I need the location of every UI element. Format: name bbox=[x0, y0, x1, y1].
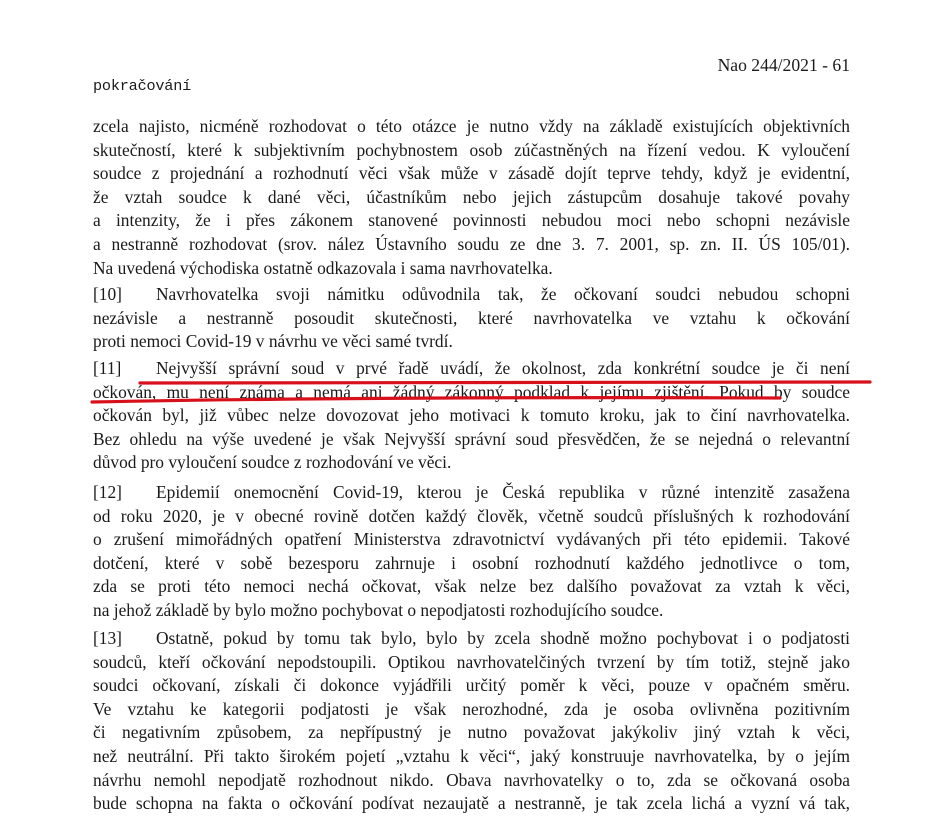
text-line: na jehož základě by bylo možno pochybovat o nepodjatosti rozhodujícího soudce. bbox=[93, 599, 664, 620]
paragraph-11 bbox=[93, 357, 850, 475]
text-line: soudce z projednání a rozhodnutí věci však může v zásadě dojít teprve tehdy, když je evidentní, bbox=[93, 163, 850, 184]
text-line: a intenzity, že i přes zákonem stanovené povinnosti nebudou moci nebo schopni nezávisle bbox=[93, 210, 850, 231]
text-line: důvod pro vyloučení soudce z rozhodování ve věci. bbox=[93, 452, 452, 473]
text-line: skutečností, které k subjektivním pochybnostem osob zúčastněných na řízení vedou. K vyloučení bbox=[93, 139, 850, 160]
text-line: Ve vztahu ke kategorii podjatosti je však nerozhodné, zda je osoba ovlivněna pozitivním bbox=[93, 698, 850, 719]
text-line: či negativním způsobem, za nepřípustný je nutno považovat jakýkoliv jiný vztah k věci, bbox=[93, 722, 850, 743]
text-line: zda se proti této nemoci nechá očkovat, však nelze bez dalšího považovat za vztah k věci, bbox=[93, 576, 850, 597]
text-line: Na uvedená východiska ostatně odkazovala i sama navrhovatelka. bbox=[93, 257, 553, 278]
text-line: že vztah soudce k dané věci, účastníkům nebo jejich zástupcům dosahuje takové povahy bbox=[93, 186, 850, 207]
paragraph-number: [10] bbox=[93, 284, 122, 304]
paragraph-continued bbox=[93, 115, 850, 280]
text-line: Nejvyšší správní soud v prvé řadě uvádí, že okolnost, zda konkrétní soudce je či není bbox=[156, 358, 850, 378]
text-line: Navrhovatelka svoji námitku odůvodnila tak, že očkovaní soudci nebudou schopni bbox=[156, 284, 850, 304]
paragraph-13 bbox=[93, 627, 850, 816]
text-line: nezávisle a nestranně posoudit skutečnosti, které navrhovatelka ve vztahu k očkování bbox=[93, 307, 850, 328]
text-line: Epidemií onemocnění Covid-19, kterou je Česká republika v různé intenzitě zasažena bbox=[156, 482, 850, 502]
text-line: a nestranně rozhodovat (srov. nález Ústavního soudu ze dne 3. 7. 2001, sp. zn. II. ÚS 105/01). bbox=[93, 233, 850, 254]
text-line: proti nemoci Covid-19 v návrhu ve věci samé tvrdí. bbox=[93, 331, 453, 352]
text-line: Bez ohledu na výše uvedené je však Nejvyšší správní soud přesvědčen, že se nejedná o relevantní bbox=[93, 428, 850, 449]
text-line: soudci očkovaní, získali či dokonce vyjádřili určitý poměr k věci, pouze v opačném směru. bbox=[93, 675, 850, 696]
text-line: bude schopna na fakta o očkování podívat nezaujatě a nestranně, je tak zcela lichá a vyzní vá tak, bbox=[93, 793, 850, 814]
continuation-label: pokračování bbox=[93, 77, 192, 95]
paragraph-number: [13] bbox=[93, 628, 122, 648]
text-line: Ostatně, pokud by tomu tak bylo, bylo by zcela shodně možno pochybovat i o podjatosti bbox=[156, 628, 850, 648]
text-line: o zrušení mimořádných opatření Ministerstva zdravotnictví vydávaných při této epidemii. Takové bbox=[93, 529, 850, 550]
paragraph-number: [11] bbox=[93, 358, 122, 378]
text-line: očkován byl, již vůbec nelze dovozovat jeho motivaci k tomuto kroku, jak to činí navrhovatelka. bbox=[93, 405, 850, 426]
paragraph-number: [12] bbox=[93, 482, 122, 502]
paragraph-10 bbox=[93, 283, 850, 354]
paragraph-12 bbox=[93, 481, 850, 623]
text-line: dotčení, které v sobě bezesporu zahrnuje i osobní rozhodnutí každého jednotlivce o tom, bbox=[93, 552, 850, 573]
text-line: zcela najisto, nicméně rozhodovat o této otázce je nutno vždy na základě existujících objektivních bbox=[93, 116, 850, 136]
text-line: soudců, kteří očkování nepodstoupili. Optikou navrhovatelčiných tvrzení by tím totiž, stejně jako bbox=[93, 651, 850, 672]
text-line: návrhu nemohl nepodjatě rozhodnout nikdo. Obava navrhovatelky o to, zda se očkovaná osoba bbox=[93, 769, 850, 790]
text-line: očkován, mu není známa a nemá ani žádný zákonný podklad k jejímu zjištění. Pokud by soudce bbox=[93, 381, 850, 402]
text-line: od roku 2020, je v obecné rovině dotčen každý člověk, včetně soudců příslušných k rozhodování bbox=[93, 505, 850, 526]
page-reference: Nao 244/2021 - 61 bbox=[717, 55, 850, 75]
text-line: než neutrální. Při takto širokém pojetí „vztahu k věci“, jaký konstruuje navrhovatelka, by o jejím bbox=[93, 745, 850, 766]
